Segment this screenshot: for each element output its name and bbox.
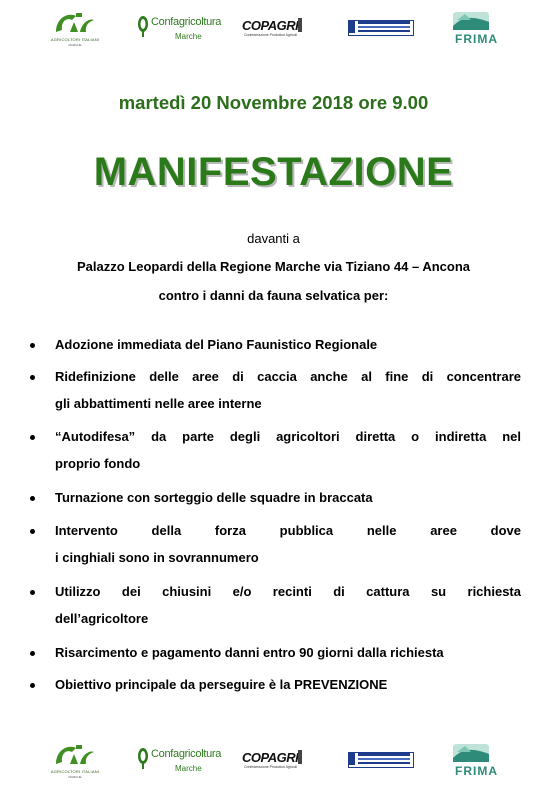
confederazione-line bbox=[358, 26, 410, 28]
confederazione-line bbox=[358, 30, 410, 32]
cia-logo bbox=[44, 742, 106, 782]
bullet-icon bbox=[30, 529, 35, 534]
confagricoltura-region: Marche bbox=[175, 32, 202, 41]
cia-tagline: MARCHE bbox=[68, 43, 82, 47]
list-item-text: Intervento della forza pubblica nelle aree dove bbox=[55, 523, 521, 538]
list-item-text: Utilizzo dei chiusini e/o recinti di cattura su richiesta bbox=[55, 584, 521, 599]
frima-name: FRIMA bbox=[455, 764, 498, 778]
confagricoltura-name: Confagricoltura bbox=[151, 16, 222, 28]
bullet-icon bbox=[30, 651, 35, 656]
copagri-name: COPAGRI bbox=[242, 18, 299, 33]
list-item-text: Obiettivo principale da perseguire è la PREVENZIONE bbox=[55, 677, 388, 692]
confederazione-line bbox=[358, 758, 410, 760]
confederazione-line bbox=[358, 753, 410, 756]
event-title: MANIFESTAZIONE bbox=[93, 150, 454, 194]
bullet-icon bbox=[30, 496, 35, 501]
list-item-text: Risarcimento e pagamento danni entro 90 giorni dalla richiesta bbox=[55, 645, 444, 660]
event-davanti: davanti a bbox=[247, 231, 300, 246]
list-item-text: gli abbattimenti nelle aree interne bbox=[55, 396, 262, 411]
confederazione-emblem-icon bbox=[349, 753, 355, 765]
copagri-logo bbox=[242, 10, 304, 50]
copagri-logo bbox=[242, 742, 304, 782]
frima-hill-icon bbox=[451, 742, 491, 764]
cia-subtitle: AGRICOLTORI ITALIANI bbox=[50, 37, 100, 42]
list-item-text: “Autodifesa” da parte degli agricoltori diretta o indiretta nel bbox=[55, 429, 521, 444]
bullet-icon bbox=[30, 435, 35, 440]
bullet-icon bbox=[30, 375, 35, 380]
frima-logo bbox=[449, 742, 498, 782]
bullet-icon bbox=[30, 590, 35, 595]
confagricoltura-q-icon bbox=[137, 14, 149, 38]
list-item-text: Ridefinizione delle aree di caccia anche al fine di concentrare bbox=[55, 369, 521, 384]
frima-logo bbox=[449, 10, 498, 50]
logo-row-top bbox=[0, 10, 547, 54]
cia-subtitle: AGRICOLTORI ITALIANI bbox=[50, 769, 100, 774]
list-item-text: i cinghiali sono in sovrannumero bbox=[55, 550, 259, 565]
cia-logo-mark-icon bbox=[52, 10, 96, 36]
confagricoltura-name: Confagricoltura bbox=[151, 748, 222, 760]
list-item-text: dell’agricoltore bbox=[55, 611, 149, 626]
list-item-text: Turnazione con sorteggio delle squadre in braccata bbox=[55, 490, 373, 505]
confederazione-logo bbox=[348, 742, 414, 782]
cia-logo bbox=[44, 10, 106, 50]
event-purpose: contro i danni da fauna selvatica per: bbox=[158, 288, 389, 303]
copagri-tagline: Confederazione Produttori Agricoli bbox=[244, 33, 298, 37]
confederazione-logo bbox=[348, 10, 414, 50]
cia-logo-mark-icon bbox=[52, 742, 96, 768]
cia-tagline: MARCHE bbox=[68, 775, 82, 779]
list-item-text: proprio fondo bbox=[55, 456, 141, 471]
copagri-side-bar bbox=[298, 18, 302, 32]
confagricoltura-logo bbox=[137, 742, 222, 782]
event-date: martedì 20 Novembre 2018 ore 9.00 bbox=[118, 92, 429, 113]
confagricoltura-logo bbox=[137, 10, 222, 50]
list-item-text: Adozione immediata del Piano Faunistico Regionale bbox=[55, 337, 378, 352]
copagri-tagline: Confederazione Produttori Agricoli bbox=[244, 765, 298, 769]
copagri-name: COPAGRI bbox=[242, 750, 299, 765]
bullet-icon bbox=[30, 683, 35, 688]
copagri-side-bar bbox=[298, 750, 302, 764]
confederazione-line bbox=[358, 21, 410, 24]
confagricoltura-region: Marche bbox=[175, 764, 202, 773]
bullet-icon bbox=[30, 343, 35, 348]
confagricoltura-q-icon bbox=[137, 746, 149, 770]
logo-row-bottom bbox=[0, 742, 547, 786]
frima-hill-icon bbox=[451, 10, 491, 32]
confederazione-emblem-icon bbox=[349, 21, 355, 33]
frima-name: FRIMA bbox=[455, 32, 498, 46]
confederazione-line bbox=[358, 762, 410, 764]
event-location: Palazzo Leopardi della Regione Marche via Tiziano 44 – Ancona bbox=[76, 259, 470, 274]
